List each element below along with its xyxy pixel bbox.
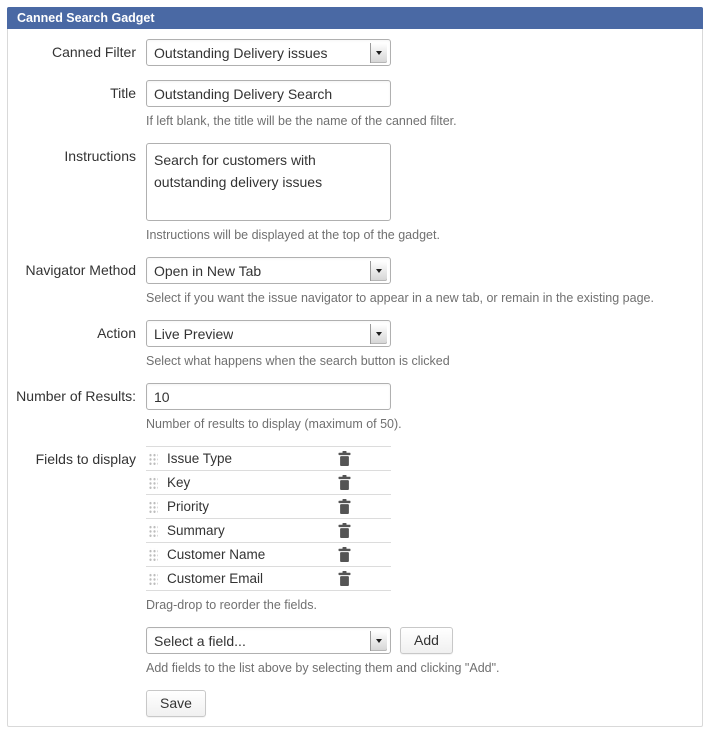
canned-filter-selected-value: Outstanding Delivery issues xyxy=(154,44,328,61)
trash-icon[interactable] xyxy=(338,523,351,538)
field-name: Summary xyxy=(167,523,225,538)
form xyxy=(8,29,702,717)
title-hint: If left blank, the title will be the name of the canned filter. xyxy=(146,114,457,128)
save-row xyxy=(8,690,702,717)
trash-icon[interactable] xyxy=(338,451,351,466)
field-name: Customer Email xyxy=(167,571,264,586)
fields-list xyxy=(146,446,391,591)
drag-handle-icon[interactable] xyxy=(148,500,158,514)
fields-to-display-hint: Drag-drop to reorder the fields. xyxy=(146,598,317,612)
title-input[interactable] xyxy=(146,80,391,107)
field-row-summary[interactable] xyxy=(146,519,391,543)
field-row-issue-type[interactable] xyxy=(146,447,391,471)
drag-handle-icon[interactable] xyxy=(148,524,158,538)
add-button[interactable]: Add xyxy=(400,627,453,654)
field-name: Customer Name xyxy=(167,547,266,562)
instructions-label: Instructions xyxy=(64,148,136,164)
canned-filter-row xyxy=(8,39,702,66)
add-field-selected-value: Select a field... xyxy=(154,632,246,649)
field-name: Key xyxy=(167,475,191,490)
drag-handle-icon[interactable] xyxy=(148,548,158,562)
navigator-method-selected-value: Open in New Tab xyxy=(154,262,262,279)
instructions-textarea[interactable] xyxy=(146,143,391,221)
number-of-results-label: Number of Results: xyxy=(16,388,136,404)
canned-search-gadget-panel xyxy=(7,7,703,727)
field-name: Issue Type xyxy=(167,451,233,466)
number-of-results-hint: Number of results to display (maximum of 50). xyxy=(146,417,402,431)
drag-handle-icon[interactable] xyxy=(148,452,158,466)
panel-title: Canned Search Gadget xyxy=(17,11,155,25)
number-of-results-input[interactable] xyxy=(146,383,391,410)
add-field-select[interactable] xyxy=(146,627,391,654)
add-field-hint: Add fields to the list above by selecting them and clicking "Add". xyxy=(146,661,500,675)
action-hint: Select what happens when the search button is clicked xyxy=(146,354,450,368)
trash-icon[interactable] xyxy=(338,571,351,586)
add-field-row xyxy=(8,627,702,676)
panel-header xyxy=(7,7,703,29)
chevron-down-icon xyxy=(370,631,387,651)
instructions-hint: Instructions will be displayed at the top of the gadget. xyxy=(146,228,440,242)
action-row xyxy=(8,320,702,369)
trash-icon[interactable] xyxy=(338,475,351,490)
field-name: Priority xyxy=(167,499,210,514)
trash-icon[interactable] xyxy=(338,547,351,562)
number-of-results-row xyxy=(8,383,702,432)
navigator-method-select[interactable] xyxy=(146,257,391,284)
action-label: Action xyxy=(97,325,136,341)
canned-filter-label: Canned Filter xyxy=(51,44,136,60)
navigator-method-hint: Select if you want the issue navigator to appear in a new tab, or remain in the existing page. xyxy=(146,291,654,305)
field-row-customer-name[interactable] xyxy=(146,543,391,567)
title-label: Title xyxy=(110,85,136,101)
action-select[interactable] xyxy=(146,320,391,347)
fields-to-display-label: Fields to display xyxy=(35,451,136,467)
chevron-down-icon xyxy=(370,324,387,344)
drag-handle-icon[interactable] xyxy=(148,476,158,490)
field-row-customer-email[interactable] xyxy=(146,567,391,591)
instructions-row xyxy=(8,143,702,243)
field-row-priority[interactable] xyxy=(146,495,391,519)
trash-icon[interactable] xyxy=(338,499,351,514)
canned-filter-select[interactable] xyxy=(146,39,391,66)
navigator-method-row xyxy=(8,257,702,306)
action-selected-value: Live Preview xyxy=(154,325,234,342)
save-button[interactable]: Save xyxy=(146,690,206,717)
chevron-down-icon xyxy=(370,261,387,281)
title-row xyxy=(8,80,702,129)
chevron-down-icon xyxy=(370,43,387,63)
drag-handle-icon[interactable] xyxy=(148,572,158,586)
fields-to-display-row xyxy=(8,446,702,613)
navigator-method-label: Navigator Method xyxy=(25,262,136,278)
field-row-key[interactable] xyxy=(146,471,391,495)
